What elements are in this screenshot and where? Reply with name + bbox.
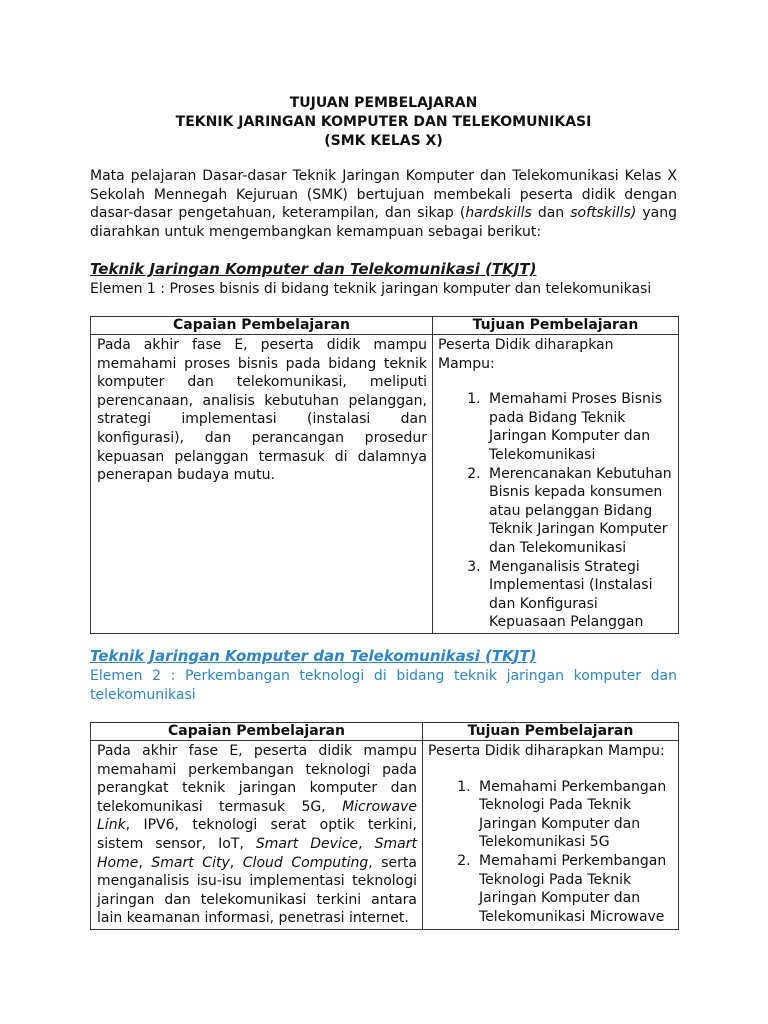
section1-table-header: [91, 317, 679, 335]
section2-tujuan-cell: [423, 741, 679, 930]
capaian-text-a: Pada akhir fase E, peserta didik mampu memahami perkembangan teknologi pada perangkat teknik jaringan komputer dan telekomunikasi termasuk 5G,: [97, 743, 417, 815]
capaian-cloud-computing: Cloud Computing: [242, 854, 369, 871]
section1-tujuan-cell: [433, 335, 679, 634]
list-item: 1. Memahami Perkembangan Teknologi Pada Teknik Jaringan Komputer dan Telekomunikasi 5G: [475, 778, 672, 852]
section1-col-capaian: Capaian Pembelajaran: [91, 317, 433, 335]
section2-col-capaian: Capaian Pembelajaran: [91, 723, 423, 741]
section2-element: Elemen 2 : Perkembangan teknologi di bidang teknik jaringan komputer dan telekomunikasi: [90, 668, 677, 703]
capaian-text-c: , serta menganalisis isu-isu implementasi teknologi jaringan dan telekomunikasi terkini antara lain keamanan informasi, penetrasi internet.: [97, 854, 417, 927]
intro-paragraph: [90, 167, 677, 241]
intro-softskills: softskills): [570, 205, 637, 222]
list-item: 2. Memahami Perkembangan Teknologi Pada Teknik Jaringan Komputer dan Telekomunikasi Microwave: [475, 852, 672, 926]
section2-table: [90, 722, 679, 930]
section1-capaian-cell: Pada akhir fase E, peserta didik mampu memahami proses bisnis pada bidang teknik komputer dan telekomunikasi, meliputi perencanaan, analisis kebutuhan pelanggan, strategi implementasi (instalasi dan konfigurasi), dan perancangan prosedur kepuasan pelanggan termasuk di dalamnya penerapan budaya mutu.: [91, 335, 433, 634]
capaian-comma: ,: [229, 854, 243, 871]
intro-and: dan: [531, 205, 571, 222]
capaian-comma: ,: [138, 854, 152, 871]
document-title-line-1: TUJUAN PEMBELAJARAN: [289, 95, 478, 111]
section1-table: [90, 316, 679, 634]
section2-table-row: [91, 741, 679, 930]
section1-element: Elemen 1 : Proses bisnis di bidang teknik jaringan komputer dan telekomunikasi: [90, 281, 652, 297]
section2-capaian-cell: [91, 741, 423, 930]
intro-text-1: Mata pelajaran Dasar-dasar Teknik Jaringan Komputer dan Telekomunikasi Kelas X Sekolah Mennegah Kejuruan (SMK) bertujuan membekali peserta didik dengan dasar-dasar pengetahuan, keterampilan, dan sikap (: [90, 168, 677, 222]
section1-heading: Teknik Jaringan Komputer dan Telekomunikasi (TKJT): [90, 260, 537, 278]
list-item: 1. Memahami Proses Bisnis pada Bidang Teknik Jaringan Komputer dan Telekomunikasi: [485, 390, 672, 464]
document-title-line-2: TEKNIK JARINGAN KOMPUTER DAN TELEKOMUNIKASI: [175, 114, 592, 130]
section1-tujuan-intro: Peserta Didik diharapkan Mampu:: [438, 337, 614, 372]
section1-tujuan-list: [438, 390, 672, 632]
capaian-smart-home: Smart Home: [97, 835, 417, 871]
capaian-text-b: , IPV6, teknologi serat optik terkini, sistem sensor, IoT,: [97, 817, 417, 852]
capaian-smart-city: Smart City: [151, 854, 230, 871]
section2-table-header: [91, 723, 679, 741]
list-item: 3. Menganalisis Strategi Implementasi (Instalasi dan Konfigurasi Kepuasaan Pelanggan: [485, 558, 672, 632]
capaian-smart-device: Smart Device: [255, 835, 359, 852]
section2-heading: Teknik Jaringan Komputer dan Telekomunikasi (TKJT): [90, 647, 537, 665]
section2-tujuan-list: [428, 778, 672, 927]
section2-tujuan-intro: Peserta Didik diharapkan Mampu:: [428, 743, 665, 759]
section2-col-tujuan: Tujuan Pembelajaran: [423, 723, 679, 741]
intro-text-2: yang diarahkan untuk mengembangkan kemampuan sebagai berikut:: [90, 205, 677, 240]
section1-col-tujuan: Tujuan Pembelajaran: [433, 317, 679, 335]
section1-table-row: [91, 335, 679, 634]
list-item: 2. Merencanakan Kebutuhan Bisnis kepada konsumen atau pelanggan Bidang Teknik Jaringan Komputer dan Telekomunikasi: [485, 465, 672, 558]
intro-hardskills: hardskills: [465, 205, 532, 222]
document-title-line-3: (SMK KELAS X): [324, 133, 443, 149]
capaian-comma: ,: [358, 835, 375, 852]
capaian-microwave: Microwave Link: [97, 798, 417, 834]
